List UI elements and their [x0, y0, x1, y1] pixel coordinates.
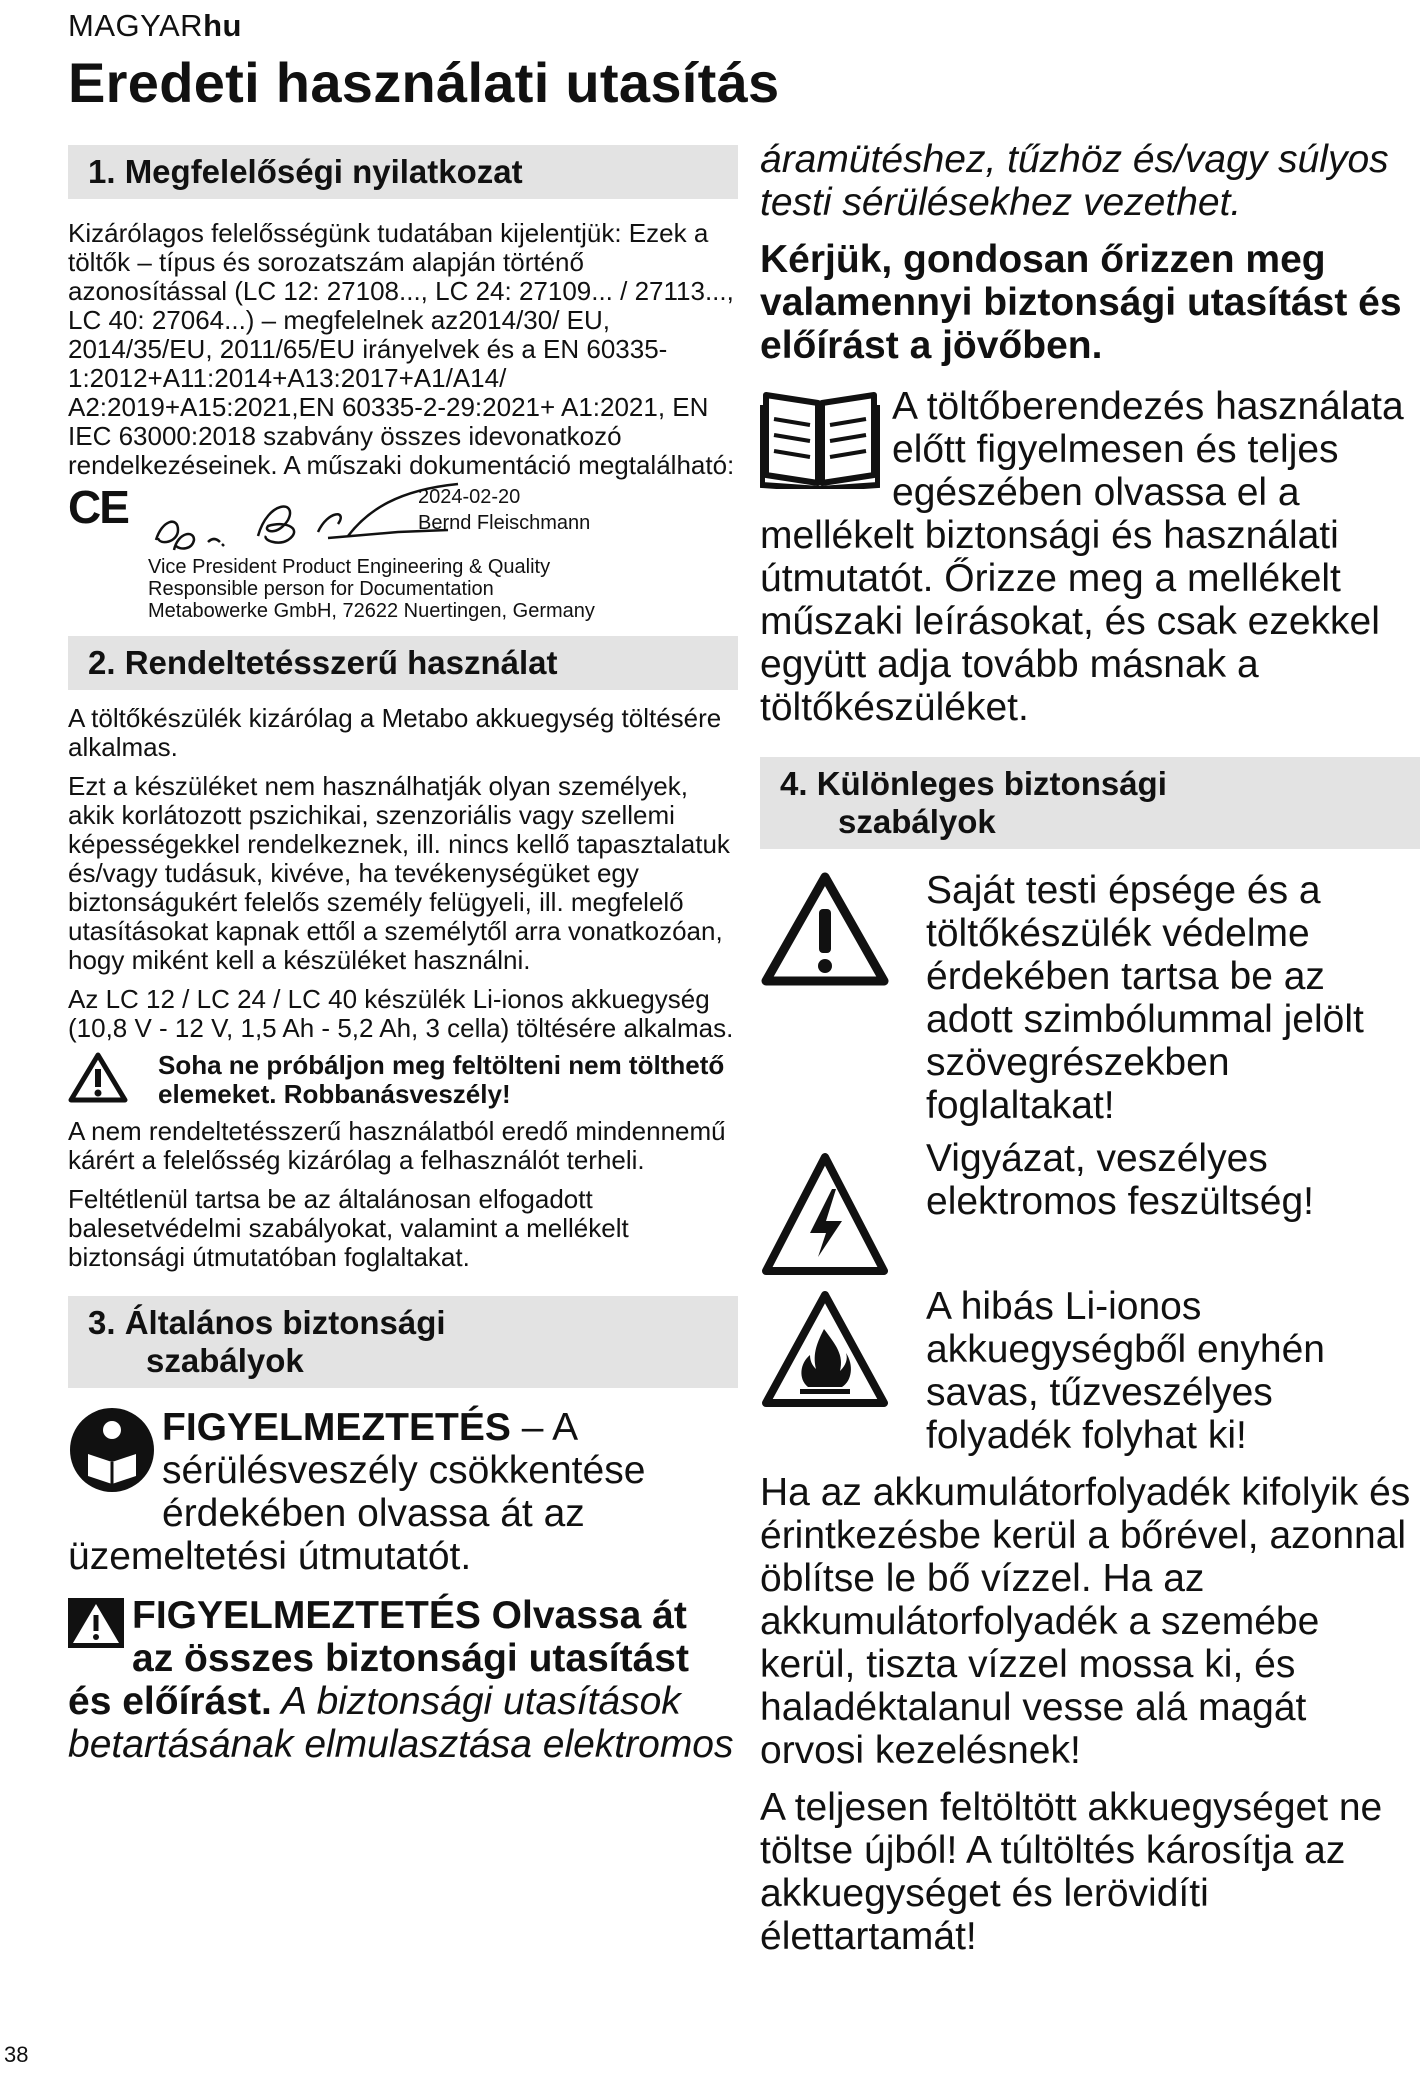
page-number: 38 — [4, 2042, 29, 2067]
section-1-heading: 1. Megfelelőségi nyilatkozat — [68, 145, 738, 199]
warning-continuation: áramütéshez, tűzhöz és/vagy súlyos testi sérülésekhez vezethet. — [760, 138, 1389, 224]
right-column — [760, 138, 1420, 1958]
section-3-heading: 3. Általános biztonsági szabályok — [68, 1296, 738, 1388]
s2-paragraph-5: Feltétlenül tartsa be az általánosan elfogadott balesetvédelmi szabályokat, valamint a mellékelt biztonsági útmutatóban foglaltakat. — [68, 1184, 629, 1272]
signatory-name: Bernd Fleischmann — [418, 512, 591, 534]
read-manual-icon — [68, 1406, 156, 1494]
general-warning: Saját testi épsége és a töltőkészülék védelme érdekében tartsa be az adott szimbólummal jelölt szövegrészekben foglaltakat! — [760, 869, 1420, 1127]
section-4-heading: 4. Különleges biztonsági szabályok — [760, 757, 1420, 849]
s2-paragraph-3: Az LC 12 / LC 24 / LC 40 készülék Li-ionos akkuegység (10,8 V - 12 V, 1,5 Ah - 5,2 Ah, 3 cella) töltésére alkalmas. — [68, 984, 734, 1043]
electric-hazard-icon — [760, 1149, 890, 1279]
warning-triangle-icon — [68, 1598, 124, 1648]
warning-triangle-icon — [68, 1051, 128, 1103]
s2-paragraph-1: A töltőkészülék kizárólag a Metabo akkuegység töltésére alkalmas. — [68, 703, 722, 762]
explosion-warning: Soha ne próbáljon meg feltölteni nem tölthető elemeket. Robbanásveszély! — [68, 1051, 738, 1109]
left-column — [68, 145, 738, 1766]
s4-paragraph-1: Ha az akkumulátorfolyadék kifolyik és érintkezésbe kerül a bőrével, azonnal öblítse le bő vízzel. Ha az akkumulátorfolyadék a szemébe kerül, tiszta vízzel mossa ki, és haladéktalanul vesse alá magát orvosi kezelésnek! — [760, 1471, 1411, 1772]
read-book-notice: A töltőberendezés használata előtt figyelmesen és teljes egészében olvassa el a mellékelt biztonsági és használati útmutatót. Őrizze meg a mellékelt műszaki leírásokat, és csak ezekkel együtt adja tovább másnak a töltőkészüléket. — [760, 385, 1404, 729]
s2-paragraph-2: Ezt a készüléket nem használhatják olyan személyek, akik korlátozott pszichikai, szenzoriális vagy szellemi képességekkel rendelkeznek, ill. nincs kellő tapasztalatuk és/vagy tudásuk, kivéve, ha tevékenységüket egy biztonságukért felelős személy felügyeli, ill. megfelelő utasításokat kapnak ettől a személytől arra vonatkozóan, hogy miként kell a készüléket használni. — [68, 771, 730, 975]
warning-triangle-icon — [760, 869, 890, 989]
manual-book-icon — [760, 385, 880, 489]
s2-paragraph-4: A nem rendeltetésszerű használatból eredő mindennemű kárért a felelősség kizárólag a felhasználót terheli. — [68, 1116, 726, 1175]
electric-warning: Vigyázat, veszélyes elektromos feszültség! — [760, 1137, 1420, 1279]
read-manual-warning: FIGYELMEZTETÉS – A sérülésveszély csökkentése érdekében olvassa át az üzemeltetési útmutatót. — [68, 1406, 646, 1578]
read-all-warning: FIGYELMEZTETÉS Olvassa át az összes biztonsági utasítást és előírást. A biztonsági utasítások betartásának elmulasztása elektromos — [68, 1594, 734, 1766]
section-2-heading: 2. Rendeltetésszerű használat — [68, 636, 738, 690]
signature-block — [68, 480, 738, 620]
flammable-hazard-icon — [760, 1287, 890, 1411]
signature-date: 2024-02-20 — [418, 486, 521, 508]
signatory-roles: Vice President Product Engineering & Quality Responsible person for Documentation Metabowerke GmbH, 72622 Nuertingen, Germany — [148, 556, 595, 622]
declaration-text: Kizárólagos felelősségünk tudatában kijelentjük: Ezek a töltők – típus és sorozatszám alapján történő azonosítással (LC 12: 27108..., LC 24: 27109... / 27113..., LC 40: 27064...) – megfelelnek az2014/30/ EU, 2014/35/EU, 2011/65/EU irányelvek és a EN 60335-1:2012+A11:2014+A13:2017+A1/A14/ A2:2019+A15:2021,EN 60335-2-29:2021+ A1:2021, EN IEC 63000:2018 szabvány összes idevonatkozó rendelkezéseinek. A műszaki dokumentáció megtalálható: — [68, 218, 735, 480]
s4-paragraph-2: A teljesen feltöltött akkuegységet ne töltse újból! A túltöltés károsítja az akkuegységet és lerövidíti élettartamát! — [760, 1786, 1383, 1958]
page-title: Eredeti használati utasítás — [68, 51, 780, 114]
ce-mark: CE — [68, 481, 128, 533]
keep-instructions: Kérjük, gondosan őrizzen meg valamennyi biztonsági utasítást és előírást a jövőben. — [760, 238, 1402, 367]
language-label: MAGYARhu — [68, 8, 242, 43]
fire-warning: A hibás Li-ionos akkuegységből enyhén savas, tűzveszélyes folyadék folyhat ki! — [760, 1285, 1420, 1457]
